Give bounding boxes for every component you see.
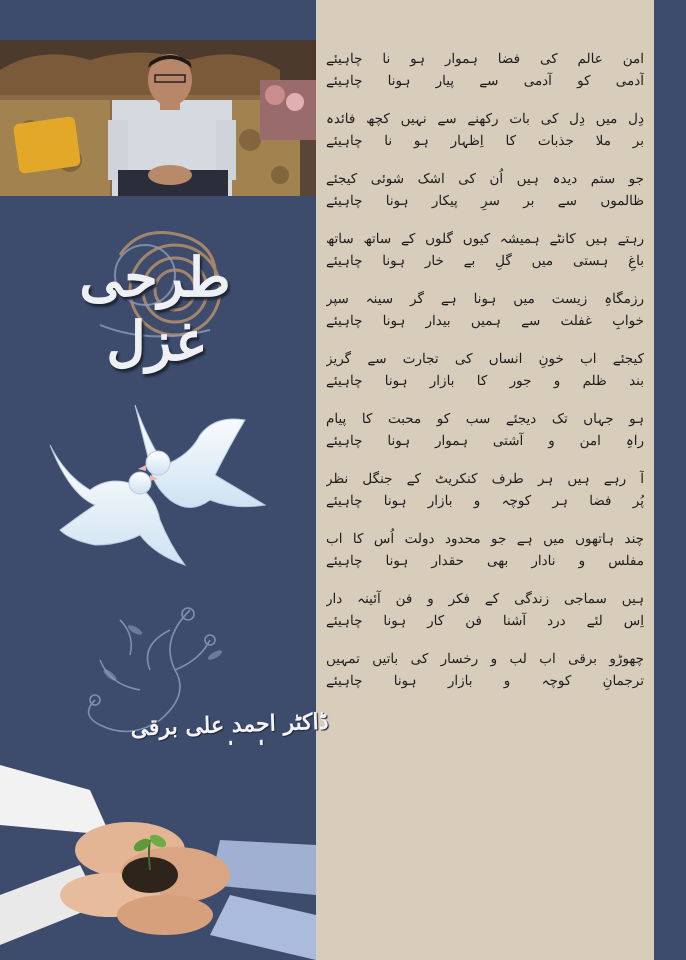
couplet — [326, 408, 644, 452]
doves-illustration — [40, 395, 280, 585]
couplet — [326, 228, 644, 272]
couplet — [326, 468, 644, 512]
hands-plant-illustration — [0, 745, 316, 960]
page-title: طرحی غزل — [79, 245, 231, 373]
poem-line: ترجمانِ کوچہ و بازار ہونا چاہیئے — [326, 673, 644, 689]
couplet — [326, 648, 644, 692]
poem-line: آ رہے ہیں ہر طرف کنکریٹ کے جنگل نظر — [326, 471, 644, 487]
couplet — [326, 288, 644, 332]
poem-line: پُر فضا ہر کوچہ و بازار ہونا چاہیئے — [326, 493, 644, 509]
poem-line: مفلس و نادار بھی حقدار ہونا چاہیئے — [326, 553, 644, 569]
poem-line: رزمگاہِ زیست میں ہونا ہے گر سینہ سپر — [326, 291, 644, 307]
poem-line: بند ظلم و جور کا بازار ہونا چاہیئے — [326, 373, 644, 389]
poem-line: آدمی کو آدمی سے پیار ہونا چاہیئے — [326, 73, 644, 89]
right-border — [654, 0, 686, 960]
poem-line: راہِ امن و آشتی ہموار ہونا چاہیئے — [326, 433, 644, 449]
poem-line: دِل میں دِل کی بات رکھنے سے نہیں کچھ فائدہ — [326, 111, 644, 127]
poem-line: اِس لئے درد آشنا فن کار ہونا چاہیئے — [326, 613, 644, 629]
couplet — [326, 48, 644, 92]
author-name: ڈاکٹر احمد علی برقی — [130, 708, 329, 742]
poem-line: چھوڑو برقی اب لب و رخسار کی باتیں تمہیں — [326, 651, 644, 667]
poem-line: باغِ ہستی میں گلِ بے خار ہونا چاہیئے — [326, 253, 644, 269]
couplet — [326, 528, 644, 572]
poem-line: چند ہاتھوں میں ہے جو محدود دولت اُس کا اب — [326, 531, 644, 547]
poem-line: خوابِ غفلت سے ہمیں بیدار ہونا چاہیئے — [326, 313, 644, 329]
title-block — [40, 215, 270, 373]
poem-line: ظالموں سے بر سرِ پیکار ہونا چاہیئے — [326, 193, 644, 209]
doves-image — [40, 395, 280, 585]
couplet — [326, 348, 644, 392]
poem-line: امن عالم کی فضا ہموار ہو نا چاہیئے — [326, 51, 644, 67]
poem-line: رہتے ہیں کانٹے ہمیشہ کیوں گلوں کے ساتھ ساتھ — [326, 231, 644, 247]
couplet — [326, 168, 644, 212]
poet-photo-illustration — [0, 40, 316, 196]
poem-line: جو ستم دیدہ ہیں اُن کی اشک شوئی کیجئے — [326, 171, 644, 187]
poem-line: ہیں سماجی زندگی کے فکر و فن آئینہ دار — [326, 591, 644, 607]
poem — [326, 48, 644, 708]
couplet — [326, 108, 644, 152]
poem-line: کیجئے اب خونِ انساں کی تجارت سے گریز — [326, 351, 644, 367]
couplet — [326, 588, 644, 632]
poem-line: بر ملا جذبات کا اِظہار ہو نا چاہیئے — [326, 133, 644, 149]
poet-photo — [0, 40, 316, 196]
poem-line: ہو جہاں تک دیجئے سب کو محبت کا پیام — [326, 411, 644, 427]
hands-plant-image — [0, 745, 316, 960]
